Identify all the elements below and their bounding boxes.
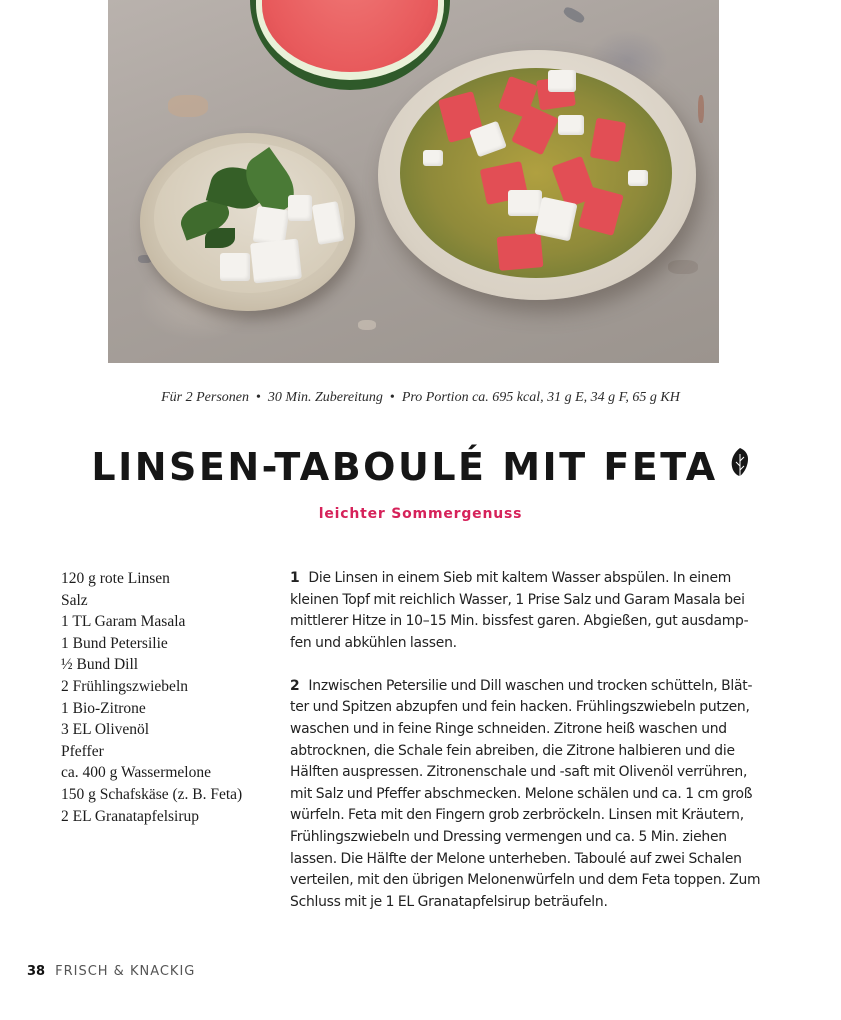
step-text: Inzwischen Petersilie und Dill waschen und trocken schütteln, Blätter und Spitzen abzupfen und fein hacken. Frühlingszwiebeln putzen, waschen und in feine Ringe schneiden. Zitrone heiß waschen und abtrocknen, die Schale fein abreiben, die Zitrone halbieren und die Hälften auspressen. Zitronenschale und -saft mit Olivenöl verrühren, mit Salz und Pfeffer abschmecken. Melone schälen und ca. 1 cm groß würfeln. Feta mit den Fingern grob zerbröckeln. Linsen mit Kräutern, Frühlingszwiebeln und Dressing vermengen und ca. 5 Min. ziehen lassen. Die Hälfte der Melone unterheben. Taboulé auf zwei Schalen verteilen, mit den übrigen Melonenwürfeln und dem Feta toppen. Zum Schluss mit je 1 EL Granatapfelsirup beträufeln. xyxy=(290,677,761,910)
feta-cube xyxy=(250,239,302,284)
recipe-photo xyxy=(108,0,719,363)
section-name: FRISCH & KNACKIG xyxy=(55,964,196,979)
recipe-title xyxy=(0,445,841,489)
terrazzo-speck xyxy=(358,320,376,330)
step-text: Die Linsen in einem Sieb mit kaltem Wasser abspülen. In einem kleinen Topf mit reichlich Wasser, 1 Prise Salz und Garam Masala bei mittlerer Hitze in 10–15 Min. bissfest garen. Abgießen, gut ausdampfen und abkühlen lassen. xyxy=(290,570,749,651)
parsley xyxy=(205,228,235,248)
taboule-bowl xyxy=(378,50,696,300)
terrazzo-speck xyxy=(668,260,698,274)
feta-crumble xyxy=(628,170,648,186)
ingredient-item: ca. 400 g Wassermelone xyxy=(61,764,211,782)
feta-cube xyxy=(220,253,250,281)
ingredient-item: Pfeffer xyxy=(61,742,104,760)
feta-crumble xyxy=(534,197,577,242)
step-number: 1 xyxy=(290,570,300,586)
terrazzo-speck xyxy=(168,95,208,117)
recipe-meta xyxy=(0,390,841,406)
page-number: 38 xyxy=(27,964,46,979)
feta-crumble xyxy=(558,115,584,135)
watermelon-cube xyxy=(497,233,544,271)
step-number: 2 xyxy=(290,677,300,694)
step-2 xyxy=(290,676,765,914)
preparation-steps xyxy=(290,568,765,935)
watermelon-half xyxy=(250,0,450,90)
herb-plate xyxy=(140,133,355,311)
feta-crumble xyxy=(423,150,443,166)
terrazzo-speck xyxy=(562,5,586,25)
ingredient-item: 1 TL Garam Masala xyxy=(61,613,186,631)
recipe-title-text: LINSEN-TABOULÉ MIT FETA xyxy=(91,445,718,489)
ingredient-item: ½ Bund Dill xyxy=(61,656,139,674)
prep-time: 30 Min. Zubereitung xyxy=(267,390,383,405)
step-1 xyxy=(290,568,765,654)
nutrition-info: Pro Portion ca. 695 kcal, 31 g E, 34 g F, 65 g KH xyxy=(401,390,680,405)
ingredient-item: 1 Bio-Zitrone xyxy=(61,699,146,717)
ingredients-list xyxy=(61,568,242,827)
feta-crumble xyxy=(548,70,576,92)
servings: Für 2 Personen xyxy=(161,390,250,405)
terrazzo-speck xyxy=(698,95,704,123)
ingredient-item: 150 g Schafskäse (z. B. Feta) xyxy=(61,785,243,803)
ingredient-item: 1 Bund Petersilie xyxy=(61,634,168,652)
recipe-subtitle: leichter Sommergenuss xyxy=(318,506,523,522)
ingredient-item: 3 EL Olivenöl xyxy=(61,721,150,739)
ingredient-item: 2 EL Granatapfelsirup xyxy=(61,807,200,825)
leaf-icon xyxy=(730,444,750,488)
feta-cube xyxy=(288,195,312,221)
separator: • xyxy=(389,390,395,405)
feta-crumble xyxy=(508,190,542,216)
ingredient-item: 2 Frühlingszwiebeln xyxy=(61,677,188,695)
ingredient-item: 120 g rote Linsen xyxy=(61,570,170,587)
page-footer xyxy=(27,964,195,979)
separator: • xyxy=(256,390,261,405)
ingredient-item: Salz xyxy=(61,591,88,609)
